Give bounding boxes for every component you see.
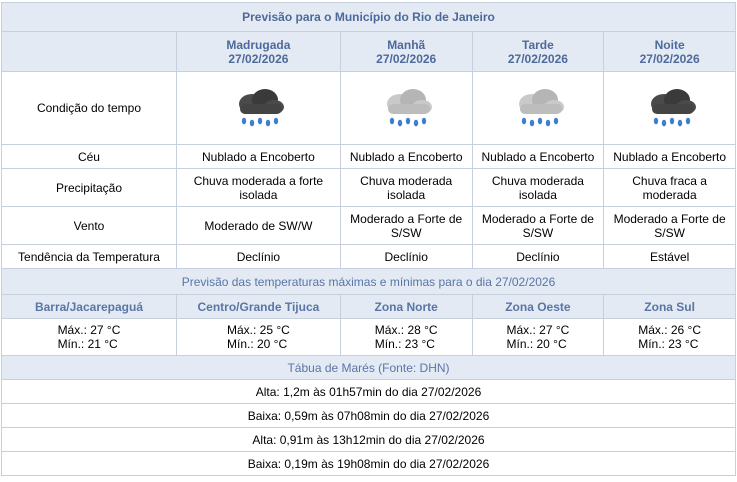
trend-cell: Estável bbox=[604, 245, 736, 269]
precip-cell: Chuva moderada a forte isolada bbox=[176, 169, 340, 207]
wind-cell: Moderado a Forte de S/SW bbox=[472, 207, 604, 245]
tide-row: Baixa: 0,59m às 07h08min do dia 27/02/2026 bbox=[2, 404, 736, 428]
forecast-table bbox=[1, 2, 736, 476]
zone-temps: Máx.: 26 °C Mín.: 23 °C bbox=[604, 319, 736, 356]
zone-temps: Máx.: 27 °C Mín.: 20 °C bbox=[472, 319, 604, 356]
corner-cell bbox=[2, 32, 177, 72]
tide-row: Baixa: 0,19m às 19h08min do dia 27/02/2026 bbox=[2, 452, 736, 476]
zone-header: Zona Sul bbox=[604, 295, 736, 319]
tide-row: Alta: 1,2m às 01h57min do dia 27/02/2026 bbox=[2, 380, 736, 404]
precip-cell: Chuva fraca a moderada bbox=[604, 169, 736, 207]
trend-cell: Declínio bbox=[472, 245, 604, 269]
zone-temps: Máx.: 27 °C Mín.: 21 °C bbox=[2, 319, 177, 356]
sky-cell: Nublado a Encoberto bbox=[472, 145, 604, 169]
zone-header: Barra/Jacarepaguá bbox=[2, 295, 177, 319]
sky-cell: Nublado a Encoberto bbox=[176, 145, 340, 169]
zone-temps: Máx.: 28 °C Mín.: 23 °C bbox=[340, 319, 472, 356]
trend-cell: Declínio bbox=[176, 245, 340, 269]
rain-cloud-icon bbox=[475, 73, 602, 143]
row-label-condition: Condição do tempo bbox=[2, 72, 177, 145]
wind-cell: Moderado de SW/W bbox=[176, 207, 340, 245]
tide-row: Alta: 0,91m às 13h12min do dia 27/02/2026 bbox=[2, 428, 736, 452]
period-header: Madrugada 27/02/2026 bbox=[176, 32, 340, 72]
heavy-rain-cloud-icon bbox=[606, 73, 733, 143]
row-label-trend: Tendência da Temperatura bbox=[2, 245, 177, 269]
row-label-wind: Vento bbox=[2, 207, 177, 245]
sky-cell: Nublado a Encoberto bbox=[604, 145, 736, 169]
wind-cell: Moderado a Forte de S/SW bbox=[604, 207, 736, 245]
heavy-rain-cloud-icon bbox=[179, 73, 338, 143]
period-header: Tarde 27/02/2026 bbox=[472, 32, 604, 72]
zone-header: Zona Oeste bbox=[472, 295, 604, 319]
wind-cell: Moderado a Forte de S/SW bbox=[340, 207, 472, 245]
period-header: Manhã 27/02/2026 bbox=[340, 32, 472, 72]
precip-cell: Chuva moderada isolada bbox=[472, 169, 604, 207]
zone-header: Zona Norte bbox=[340, 295, 472, 319]
row-label-precip: Precipitação bbox=[2, 169, 177, 207]
zone-header: Centro/Grande Tijuca bbox=[176, 295, 340, 319]
forecast-title: Previsão para o Município do Rio de Janeiro bbox=[2, 3, 736, 32]
sky-cell: Nublado a Encoberto bbox=[340, 145, 472, 169]
temps-title: Previsão das temperaturas máximas e mínimas para o dia 27/02/2026 bbox=[2, 269, 736, 295]
zone-temps: Máx.: 25 °C Mín.: 20 °C bbox=[176, 319, 340, 356]
trend-cell: Declínio bbox=[340, 245, 472, 269]
tides-title: Tábua de Marés (Fonte: DHN) bbox=[2, 356, 736, 380]
rain-cloud-icon bbox=[343, 73, 470, 143]
precip-cell: Chuva moderada isolada bbox=[340, 169, 472, 207]
row-label-sky: Céu bbox=[2, 145, 177, 169]
period-header: Noite 27/02/2026 bbox=[604, 32, 736, 72]
